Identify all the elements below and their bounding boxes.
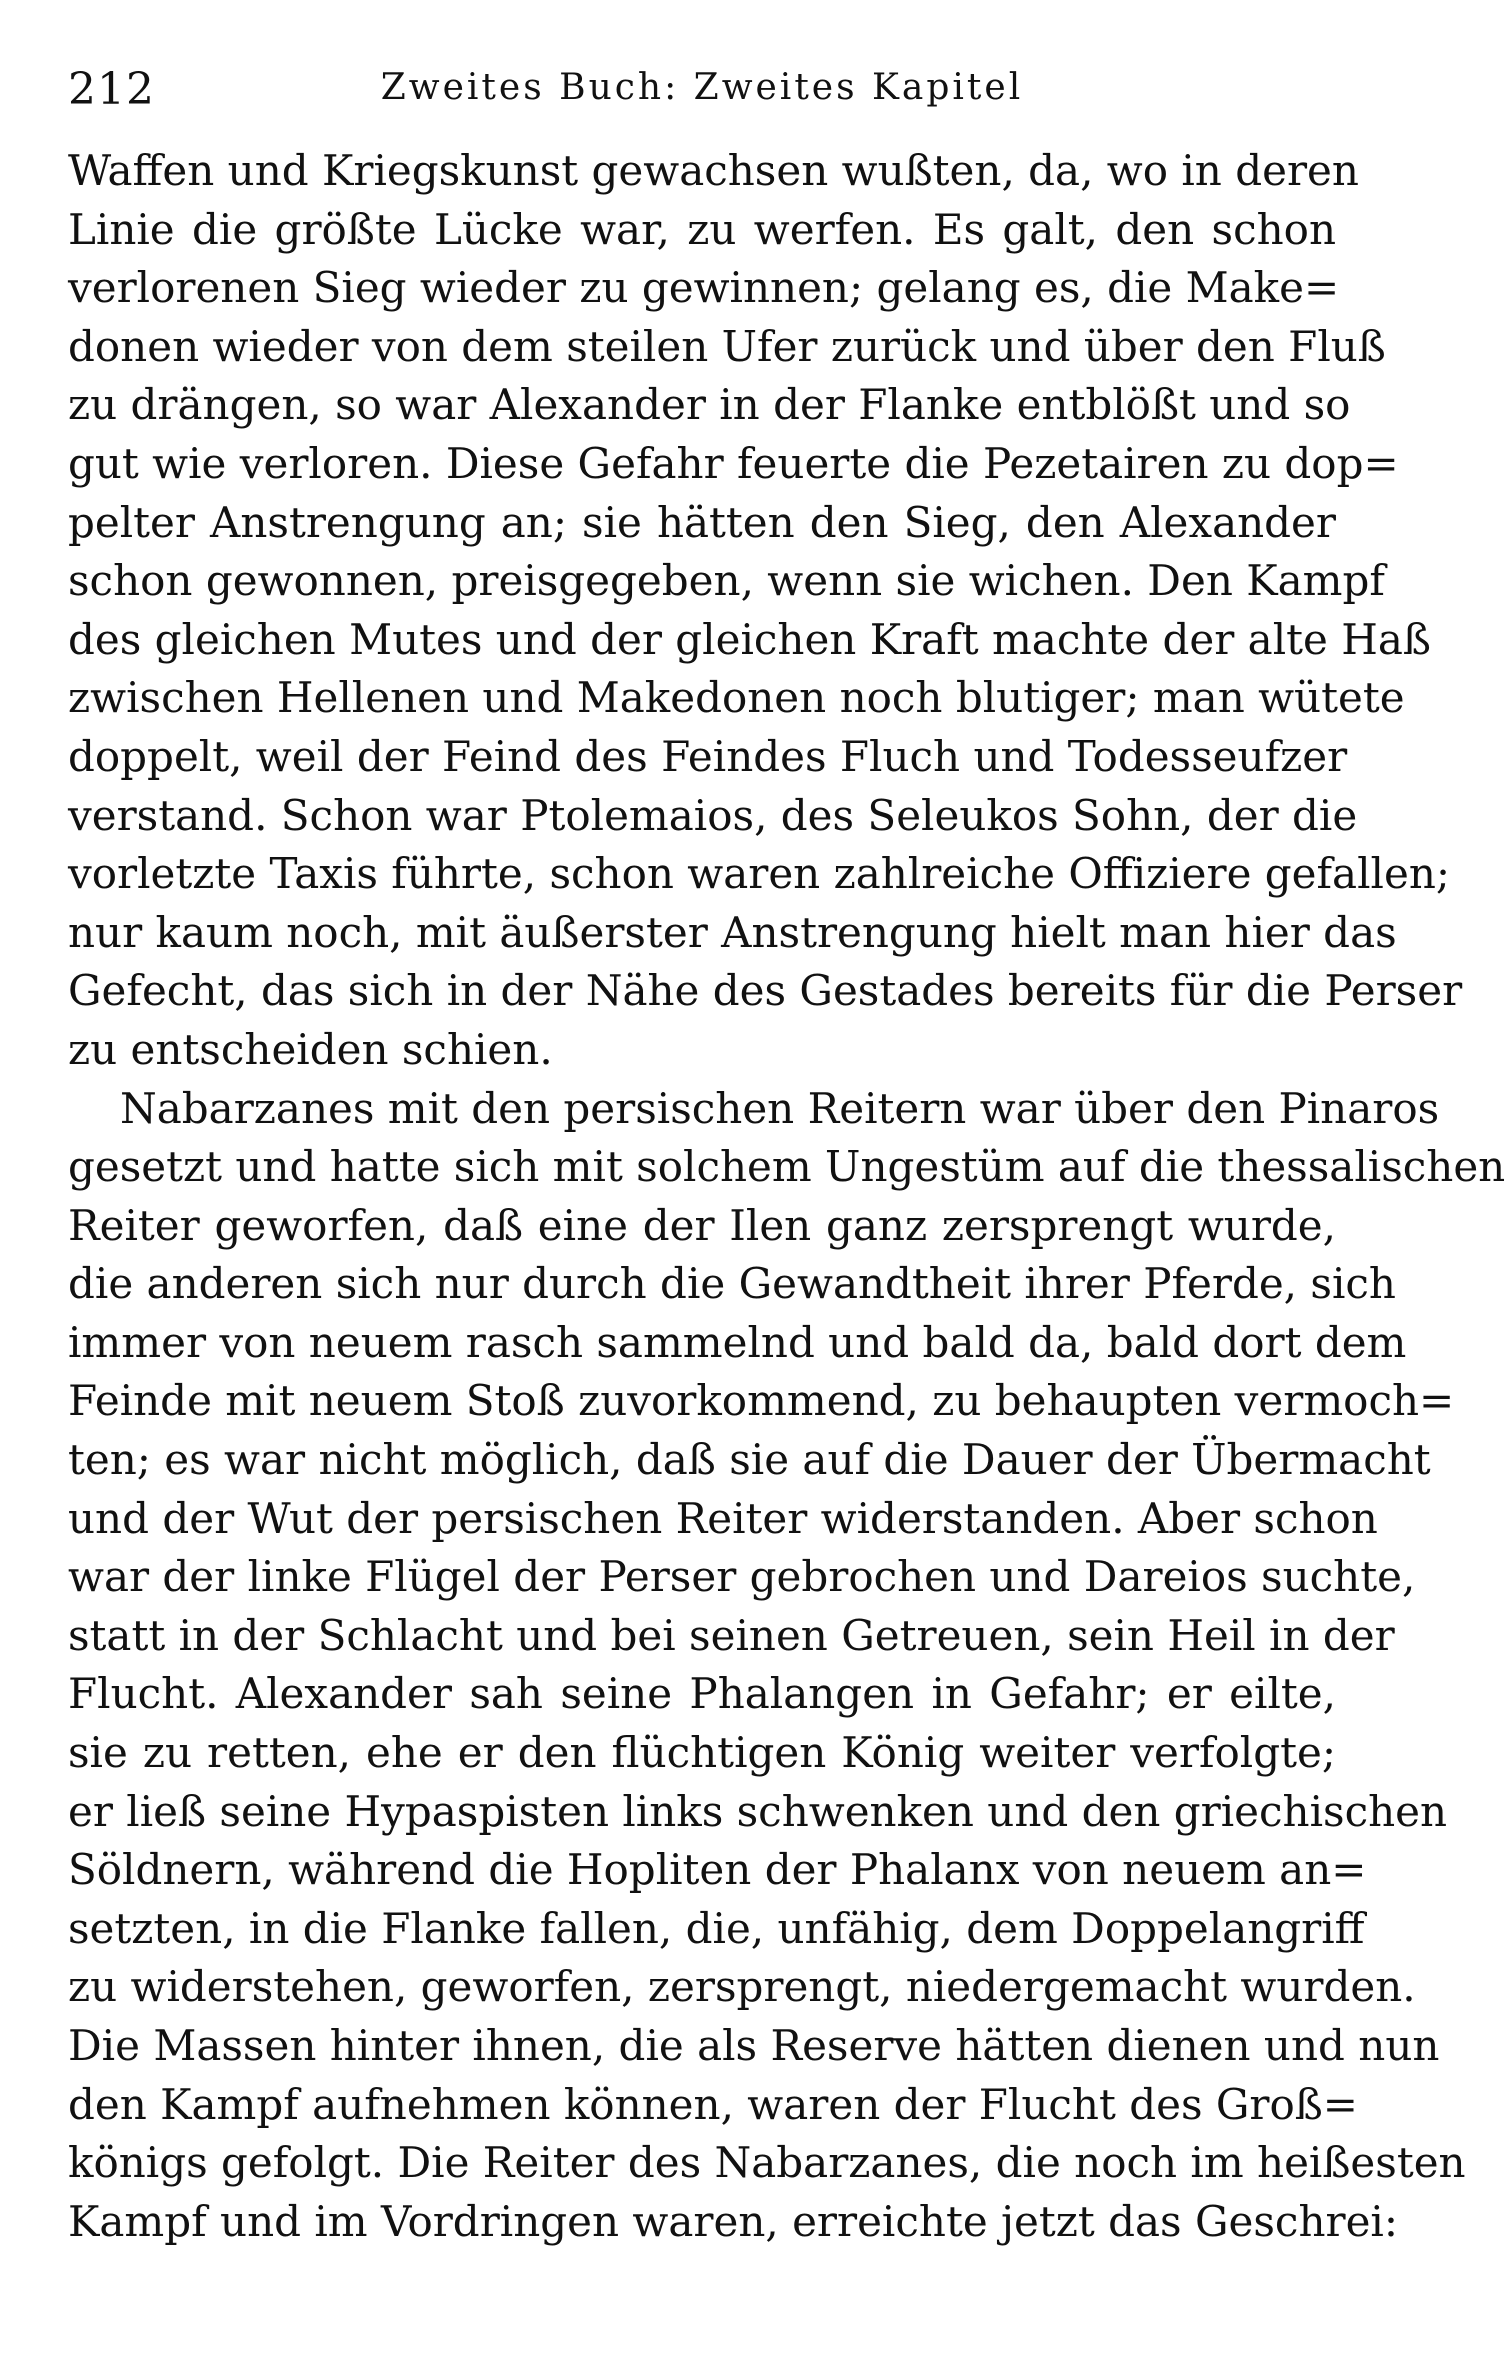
- paragraph-1: [68, 142, 1463, 1080]
- text-line: ten; es war nicht möglich, daß sie auf die Dauer der Übermacht: [68, 1435, 1431, 1485]
- text-line: verstand. Schon war Ptolemaios, des Seleukos Sohn, der die: [68, 790, 1358, 840]
- text-line: Söldnern, während die Hopliten der Phalanx von neuem an=: [68, 1845, 1367, 1895]
- text-line: doppelt, weil der Feind des Feindes Fluch und Todesseufzer: [68, 731, 1348, 781]
- text-line: donen wieder von dem steilen Ufer zurück und über den Fluß: [68, 321, 1386, 371]
- text-line: gesetzt und hatte sich mit solchem Ungestüm auf die thessalischen: [68, 1142, 1505, 1192]
- page-number: 212: [68, 64, 155, 115]
- text-line: gut wie verloren. Diese Gefahr feuerte die Pezetairen zu dop=: [68, 438, 1399, 488]
- text-line: Nabarzanes mit den persischen Reitern war über den Pinaros: [120, 1083, 1440, 1133]
- text-line: Linie die größte Lücke war, zu werfen. Es galt, den schon: [68, 204, 1336, 254]
- text-line: Waffen und Kriegskunst gewachsen wußten, da, wo in deren: [68, 146, 1359, 195]
- body-text: [68, 142, 1505, 2251]
- text-line: nur kaum noch, mit äußerster Anstrengung hielt man hier das: [68, 907, 1397, 957]
- text-line: zu widerstehen, geworfen, zersprengt, niedergemacht wurden.: [68, 1962, 1416, 2012]
- text-line: des gleichen Mutes und der gleichen Kraft machte der alte Haß: [68, 614, 1431, 664]
- text-line: und der Wut der persischen Reiter widerstanden. Aber schon: [68, 1493, 1378, 1543]
- text-line: er ließ seine Hypaspisten links schwenken und den griechischen: [68, 1786, 1448, 1836]
- text-line: immer von neuem rasch sammelnd und bald da, bald dort dem: [68, 1317, 1407, 1367]
- text-line: königs gefolgt. Die Reiter des Nabarzanes, die noch im heißesten: [68, 2138, 1466, 2188]
- page-header: [68, 52, 1336, 122]
- text-line: die anderen sich nur durch die Gewandtheit ihrer Pferde, sich: [68, 1259, 1396, 1309]
- text-line: zu entscheiden schien.: [68, 1024, 553, 1074]
- text-line: Kampf und im Vordringen waren, erreichte jetzt das Geschrei:: [68, 2196, 1399, 2246]
- text-line: war der linke Flügel der Perser gebrochen und Dareios suchte,: [68, 1552, 1416, 1602]
- text-line: Gefecht, das sich in der Nähe des Gestades bereits für die Perser: [68, 966, 1463, 1016]
- running-head: Zweites Buch: Zweites Kapitel: [380, 67, 1024, 108]
- text-line: Flucht. Alexander sah seine Phalangen in Gefahr; er eilte,: [68, 1669, 1336, 1719]
- text-line: den Kampf aufnehmen können, waren der Flucht des Groß=: [68, 2079, 1359, 2129]
- text-line: zwischen Hellenen und Makedonen noch blutiger; man wütete: [68, 673, 1405, 723]
- paragraph-2: [68, 1080, 1505, 2252]
- text-line: statt in der Schlacht und bei seinen Getreuen, sein Heil in der: [68, 1610, 1395, 1660]
- text-line: zu drängen, so war Alexander in der Flanke entblößt und so: [68, 380, 1351, 430]
- text-line: Feinde mit neuem Stoß zuvorkommend, zu behaupten vermoch=: [68, 1376, 1455, 1426]
- text-line: schon gewonnen, preisgegeben, wenn sie wichen. Den Kampf: [68, 556, 1385, 606]
- text-line: verlorenen Sieg wieder zu gewinnen; gelang es, die Make=: [68, 263, 1340, 313]
- text-line: sie zu retten, ehe er den flüchtigen König weiter verfolgte;: [68, 1728, 1336, 1778]
- text-line: vorletzte Taxis führte, schon waren zahlreiche Offiziere gefallen;: [68, 849, 1451, 899]
- text-line: setzten, in die Flanke fallen, die, unfähig, dem Doppelangriff: [68, 1903, 1365, 1953]
- text-line: pelter Anstrengung an; sie hätten den Sieg, den Alexander: [68, 497, 1336, 547]
- text-line: Reiter geworfen, daß eine der Ilen ganz zersprengt wurde,: [68, 1200, 1336, 1250]
- text-line: Die Massen hinter ihnen, die als Reserve hätten dienen und nun: [68, 2021, 1440, 2070]
